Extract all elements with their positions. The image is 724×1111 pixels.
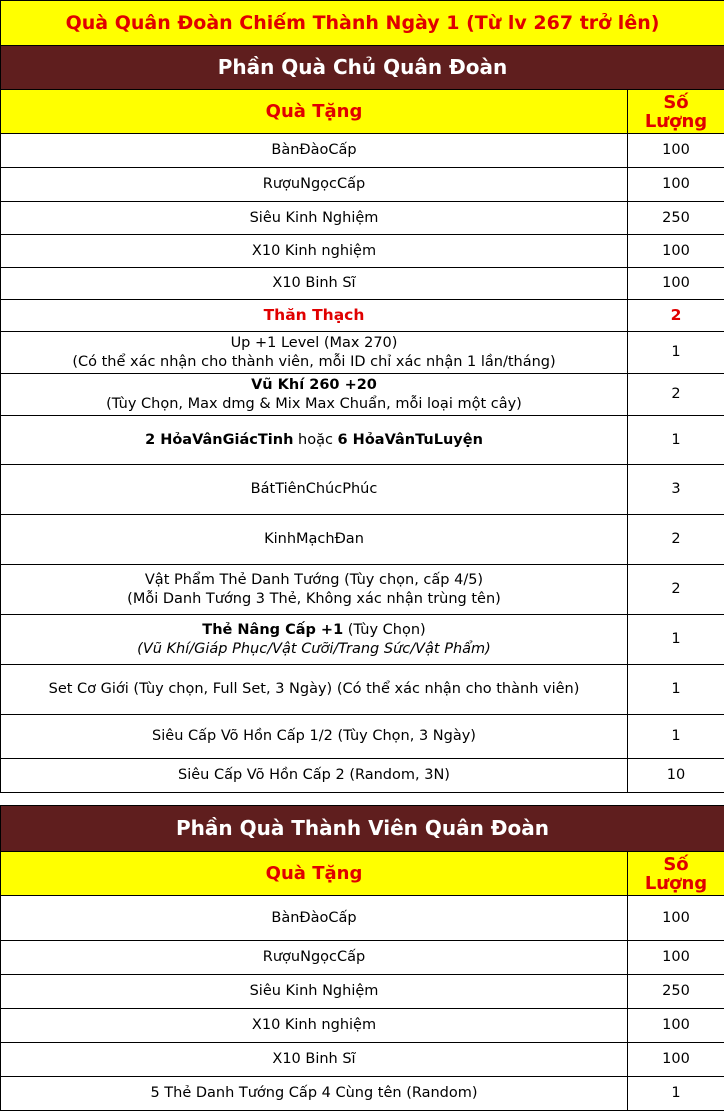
gift-name-line: Vật Phẩm Thẻ Danh Tướng (Tùy chọn, cấp 4/5) — [144, 571, 484, 588]
gift-quantity: 1 — [628, 1077, 724, 1111]
gift-quantity: 100 — [628, 1043, 724, 1077]
gift-quantity: 100 — [628, 268, 724, 300]
gift-quantity: 2 — [628, 515, 724, 565]
column-header-quantity: Số Lượng — [628, 90, 724, 134]
table-row — [1, 615, 724, 665]
gift-name-line: Up +1 Level (Max 270) — [230, 334, 398, 351]
column-header-row — [1, 852, 724, 896]
gift-name-suffix: (Tùy Chọn) — [343, 621, 426, 638]
table-row — [1, 715, 724, 759]
gift-name-highlight: Thăn Thạch — [1, 300, 628, 332]
gift-name-bold: Thẻ Nâng Cấp +1 — [202, 621, 344, 638]
gift-name: X10 Kinh nghiệm — [1, 235, 628, 268]
gift-quantity: 100 — [628, 235, 724, 268]
section-title: Phần Quà Chủ Quân Đoàn — [1, 46, 724, 90]
table-row — [1, 465, 724, 515]
gift-note: (Tùy Chọn, Max dmg & Mix Max Chuẩn, mỗi loại một cây) — [106, 395, 522, 412]
gift-name: X10 Binh Sĩ — [1, 268, 628, 300]
gift-name: Siêu Cấp Võ Hồn Cấp 2 (Random, 3N) — [1, 759, 628, 793]
gift-quantity-highlight: 2 — [628, 300, 724, 332]
section-title: Phần Quà Thành Viên Quân Đoàn — [1, 806, 724, 852]
gift-quantity: 3 — [628, 465, 724, 515]
table-row — [1, 565, 724, 615]
gift-option-a: 2 HỏaVânGiácTinh — [145, 431, 294, 448]
gift-quantity: 100 — [628, 941, 724, 975]
table-row — [1, 235, 724, 268]
page-title: Quà Quân Đoàn Chiếm Thành Ngày 1 (Từ lv 267 trở lên) — [1, 1, 724, 46]
gift-name: BànĐàoCấp — [1, 896, 628, 941]
gift-quantity: 250 — [628, 975, 724, 1009]
member-gift-table — [0, 805, 724, 1111]
gift-name: BátTiênChúcPhúc — [1, 465, 628, 515]
table-row — [1, 941, 724, 975]
gift-name — [1, 332, 628, 374]
gift-quantity: 10 — [628, 759, 724, 793]
gift-name: X10 Binh Sĩ — [1, 1043, 628, 1077]
section-header-row — [1, 806, 724, 852]
gift-quantity: 2 — [628, 565, 724, 615]
table-row — [1, 1043, 724, 1077]
table-row — [1, 134, 724, 168]
table-row — [1, 1077, 724, 1111]
gift-note: (Có thể xác nhận cho thành viên, mỗi ID chỉ xác nhận 1 lần/tháng) — [72, 353, 556, 370]
gift-option-separator: hoặc — [293, 431, 338, 448]
gift-option-b: 6 HỏaVânTuLuyện — [337, 431, 483, 448]
gift-name: 5 Thẻ Danh Tướng Cấp 4 Cùng tên (Random) — [1, 1077, 628, 1111]
section-header-row — [1, 46, 724, 90]
gift-name — [1, 615, 628, 665]
gift-note: (Mỗi Danh Tướng 3 Thẻ, Không xác nhận trùng tên) — [127, 590, 501, 607]
title-row — [1, 1, 724, 46]
gift-quantity: 1 — [628, 416, 724, 465]
table-row — [1, 1009, 724, 1043]
column-header-gift: Quà Tặng — [1, 852, 628, 896]
gift-name: RượuNgọcCấp — [1, 168, 628, 202]
gift-name — [1, 416, 628, 465]
table-row — [1, 202, 724, 235]
gift-name: KinhMạchĐan — [1, 515, 628, 565]
gift-quantity: 100 — [628, 168, 724, 202]
table-row — [1, 268, 724, 300]
table-row — [1, 332, 724, 374]
table-row — [1, 896, 724, 941]
gift-quantity: 1 — [628, 332, 724, 374]
table-row — [1, 665, 724, 715]
gift-name — [1, 374, 628, 416]
gift-name: Siêu Kinh Nghiệm — [1, 975, 628, 1009]
gift-name: Set Cơ Giới (Tùy chọn, Full Set, 3 Ngày) (Có thể xác nhận cho thành viên) — [1, 665, 628, 715]
gift-name — [1, 565, 628, 615]
gift-note: (Vũ Khí/Giáp Phục/Vật Cưỡi/Trang Sức/Vật Phẩm) — [137, 640, 491, 657]
gift-name: BànĐàoCấp — [1, 134, 628, 168]
column-header-quantity: Số Lượng — [628, 852, 724, 896]
gift-name: RượuNgọcCấp — [1, 941, 628, 975]
gift-quantity: 2 — [628, 374, 724, 416]
gift-quantity: 100 — [628, 134, 724, 168]
gift-quantity: 1 — [628, 665, 724, 715]
table-row — [1, 416, 724, 465]
gift-name-line: Vũ Khí 260 +20 — [251, 376, 377, 393]
column-header-gift: Quà Tặng — [1, 90, 628, 134]
gift-quantity: 100 — [628, 1009, 724, 1043]
gift-quantity: 250 — [628, 202, 724, 235]
gift-quantity: 100 — [628, 896, 724, 941]
table-row — [1, 759, 724, 793]
gift-name: X10 Kinh nghiệm — [1, 1009, 628, 1043]
table-row — [1, 515, 724, 565]
column-header-row — [1, 90, 724, 134]
gift-quantity: 1 — [628, 615, 724, 665]
table-row — [1, 168, 724, 202]
table-row — [1, 975, 724, 1009]
table-row — [1, 374, 724, 416]
table-row — [1, 300, 724, 332]
gift-name: Siêu Kinh Nghiệm — [1, 202, 628, 235]
gift-name: Siêu Cấp Võ Hồn Cấp 1/2 (Tùy Chọn, 3 Ngày) — [1, 715, 628, 759]
gift-quantity: 1 — [628, 715, 724, 759]
